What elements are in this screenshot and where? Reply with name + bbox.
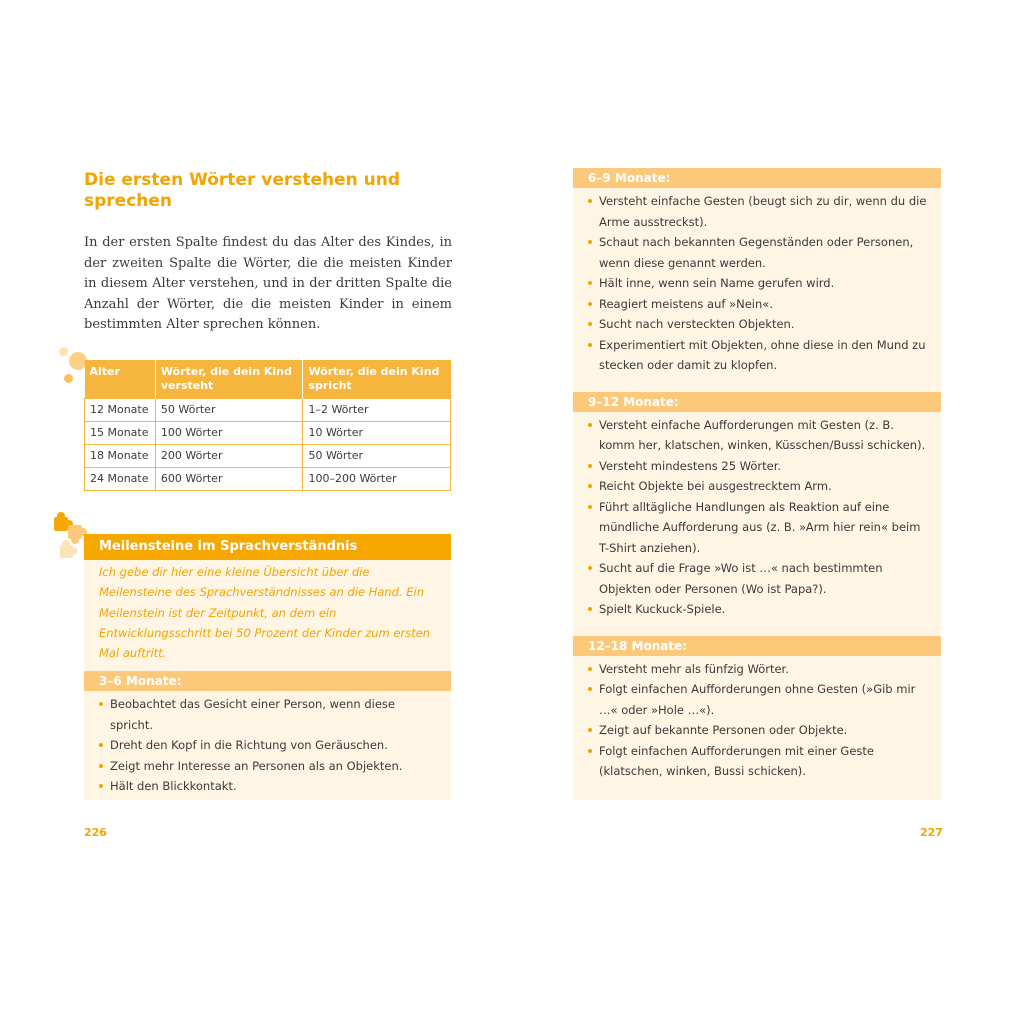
bullet-icon [588, 302, 592, 306]
age-range-header: 9–12 Monate: [573, 392, 941, 412]
list-item: Versteht mehr als fünfzig Wörter. [588, 659, 931, 680]
page-number: 226 [84, 826, 107, 839]
bullet-icon [99, 702, 103, 706]
bullet-icon [588, 505, 592, 509]
list-item: Dreht den Kopf in die Richtung von Geräuschen. [99, 735, 441, 756]
list-item: Zeigt auf bekannte Personen oder Objekte. [588, 720, 931, 741]
list-item: Beobachtet das Gesicht einer Person, wenn diese spricht. [99, 694, 441, 735]
milestones-box [84, 534, 451, 800]
table-cell: 100–200 Wörter [303, 467, 451, 490]
bullet-icon [588, 667, 592, 671]
milestone-list [84, 691, 451, 803]
box-title: Meilensteine im Sprachverständnis [84, 534, 451, 560]
list-item: Reicht Objekte bei ausgestrecktem Arm. [588, 476, 931, 497]
intro-paragraph: In der ersten Spalte findest du das Alter des Kindes, in der zweiten Spalte die Wörter, die die meisten Kinder in diesem Alter verstehen, und in der dritten Spalte die Anzahl der Wörter, die die meisten Kinder in einem bestimmten Alter sprechen können. [84, 235, 452, 332]
list-item: Zeigt mehr Interesse an Personen als an Objekten. [99, 756, 441, 777]
table-cell: 200 Wörter [155, 444, 303, 467]
table-row [85, 398, 451, 421]
bullet-icon [588, 240, 592, 244]
bullet-icon [588, 423, 592, 427]
list-item: Spielt Kuckuck-Spiele. [588, 599, 931, 620]
table-cell: 100 Wörter [155, 421, 303, 444]
bullet-icon [588, 343, 592, 347]
milestone-list [573, 188, 941, 382]
milestones-box-continued [573, 168, 941, 800]
section-heading: Die ersten Wörter verstehen und sprechen [84, 170, 401, 211]
column-header: Wörter, die dein Kind versteht [155, 360, 303, 398]
list-item: Schaut nach bekannten Gegenständen oder Personen, wenn diese genannt werden. [588, 232, 931, 273]
list-item: Führt alltägliche Handlungen als Reaktion auf eine mündliche Aufforderung aus (z. B. »Arm hier rein« beim T-Shirt anziehen). [588, 497, 931, 559]
bullet-icon [588, 199, 592, 203]
table-header-row [85, 360, 451, 398]
table-cell: 10 Wörter [303, 421, 451, 444]
bullet-icon [588, 464, 592, 468]
bullet-icon [588, 281, 592, 285]
bullet-icon [588, 484, 592, 488]
list-item: Sucht auf die Frage »Wo ist …« nach bestimmten Objekten oder Personen (Wo ist Papa?). [588, 558, 931, 599]
bullet-icon [588, 566, 592, 570]
table-cell: 1–2 Wörter [303, 398, 451, 421]
list-item: Versteht einfache Gesten (beugt sich zu dir, wenn du die Arme ausstreckst). [588, 191, 931, 232]
list-item: Sucht nach versteckten Objekten. [588, 314, 931, 335]
bullet-icon [99, 764, 103, 768]
column-header: Alter [85, 360, 156, 398]
list-item: Versteht mindestens 25 Wörter. [588, 456, 931, 477]
bullet-icon [588, 728, 592, 732]
bullet-icon [588, 687, 592, 691]
bullet-icon [99, 784, 103, 788]
bullet-icon [588, 749, 592, 753]
list-item: Hält den Blickkontakt. [99, 776, 441, 797]
age-range-header: 6–9 Monate: [573, 168, 941, 188]
table-row [85, 467, 451, 490]
list-item: Hält inne, wenn sein Name gerufen wird. [588, 273, 931, 294]
table-row [85, 444, 451, 467]
word-count-table [84, 360, 451, 491]
table-cell: 50 Wörter [155, 398, 303, 421]
table-cell: 24 Monate [85, 467, 156, 490]
table-row [85, 421, 451, 444]
table-cell: 18 Monate [85, 444, 156, 467]
age-range-header: 3–6 Monate: [84, 671, 451, 691]
list-item: Folgt einfachen Aufforderungen ohne Gesten (»Gib mir …« oder »Hole …«). [588, 679, 931, 720]
column-header: Wörter, die dein Kind spricht [303, 360, 451, 398]
table-cell: 12 Monate [85, 398, 156, 421]
milestone-list [573, 412, 941, 626]
table-cell: 15 Monate [85, 421, 156, 444]
age-range-header: 12–18 Monate: [573, 636, 941, 656]
box-intro: Ich gebe dir hier eine kleine Übersicht über die Meilensteine des Sprachverständnisses an die Hand. Ein Meilenstein ist der Zeitpunkt, an dem ein Entwicklungsschritt bei 50 Prozent der Kinder zum ersten Mal auftritt. [99, 565, 431, 661]
bullet-icon [99, 743, 103, 747]
milestone-list [573, 656, 941, 788]
list-item: Experimentiert mit Objekten, ohne diese in den Mund zu stecken oder damit zu klopfen. [588, 335, 931, 376]
table-cell: 600 Wörter [155, 467, 303, 490]
list-item: Reagiert meistens auf »Nein«. [588, 294, 931, 315]
bullet-icon [588, 607, 592, 611]
bullet-icon [588, 322, 592, 326]
list-item: Folgt einfachen Aufforderungen mit einer Geste (klatschen, winken, Bussi schicken). [588, 741, 931, 782]
list-item: Versteht einfache Aufforderungen mit Gesten (z. B. komm her, klatschen, winken, Küsschen/Bussi schicken). [588, 415, 931, 456]
table-cell: 50 Wörter [303, 444, 451, 467]
page-number: 227 [920, 826, 943, 839]
